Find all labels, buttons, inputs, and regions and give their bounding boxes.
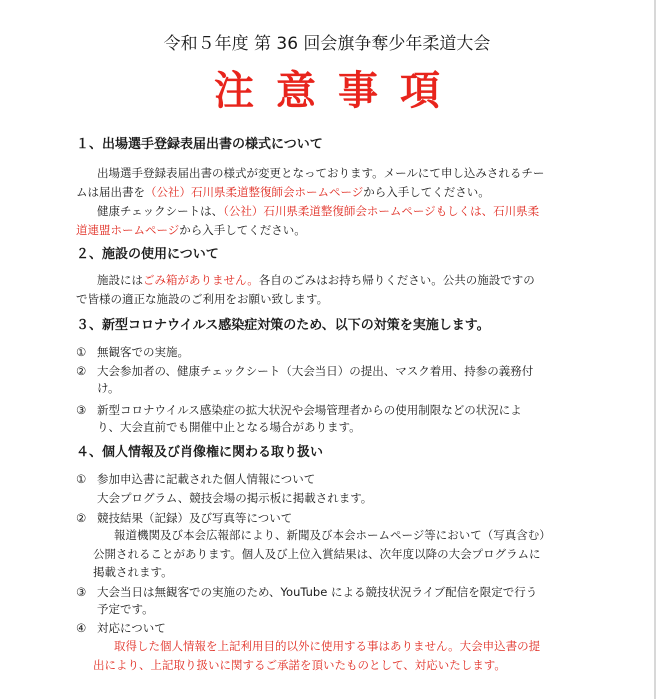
list-item-text: 公開されることがあります。個人及び上位入賞結果は、次年度以降の大会プログラムに bbox=[93, 547, 541, 561]
list-item-text: 大会参加者の、健康チェックシート（大会当日）の提出、マスク着用、持参の義務付 bbox=[97, 364, 534, 378]
page-edge bbox=[654, 0, 656, 699]
section-3-heading: ３、新型コロナウイルス感染症対策のため、以下の対策を実施します。 bbox=[76, 318, 490, 333]
list-item-number: ① bbox=[76, 345, 87, 359]
list-item-text: 大会プログラム、競技会場の掲示板に掲載されます。 bbox=[97, 491, 373, 505]
list-item-text: 大会当日は無観客での実施のため、YouTube による競技状況ライブ配信を限定で行う bbox=[97, 585, 538, 599]
section-1-text: 出場選手登録表届出書の様式が変更となっております。メールにて申し込みされるチー bbox=[97, 166, 545, 180]
list-item-text: 報道機関及び本会広報部により、新聞及び本会ホームページ等において（写真含む） bbox=[114, 528, 551, 542]
list-item-number: ② bbox=[76, 511, 87, 525]
list-item-text: 出により、上記取り扱いに関するご承諾を頂いたものとして、対応いたします。 bbox=[93, 658, 506, 672]
section-1-heading: １、出場選手登録表届出書の様式について bbox=[76, 137, 323, 152]
section-1-text: 健康チェックシートは、（公社）石川県柔道整復師会ホームページもしくは、石川県柔 bbox=[97, 204, 540, 218]
section-2-text: で皆様の適正な施設のご利用をお願い致します。 bbox=[76, 292, 329, 306]
no-trash-bins-notice: ごみ箱がありません。 bbox=[143, 273, 259, 287]
list-item-text: り、大会直前でも開催中止となる場合があります。 bbox=[97, 420, 361, 434]
list-item-number: ③ bbox=[76, 403, 87, 417]
list-item-text: 新型コロナウイルス感染症の拡大状況や会場管理者からの使用制限などの状況によ bbox=[97, 403, 522, 417]
judo-federation-homepage-link[interactable]: 道連盟ホームページ bbox=[76, 223, 180, 237]
section-1-text: 道連盟ホームページから入手してください。 bbox=[76, 223, 306, 237]
list-item-number: ① bbox=[76, 472, 87, 486]
list-item-text: 予定です。 bbox=[97, 602, 154, 616]
list-item-number: ② bbox=[76, 364, 87, 378]
section-4-heading: ４、個人情報及び肖像権に関わる取り扱い bbox=[76, 445, 324, 460]
list-item-number: ③ bbox=[76, 585, 87, 599]
list-item-text: 取得した個人情報を上記利用目的以外に使用する事はありません。大会申込書の提 bbox=[114, 639, 541, 653]
list-item-text: け。 bbox=[97, 381, 120, 395]
list-item-text: 掲載されます。 bbox=[93, 565, 173, 579]
list-item-text: 競技結果（記録）及び写真等について bbox=[97, 511, 293, 525]
association-homepage-link[interactable]: （公社）石川県柔道整復師会ホームページ bbox=[145, 185, 364, 199]
notice-heading: 注意事項 bbox=[214, 68, 462, 114]
section-2-heading: ２、施設の使用について bbox=[76, 247, 219, 262]
association-homepage-link[interactable]: （公社）石川県柔道整復師会ホームページもしくは、石川県柔 bbox=[223, 204, 540, 218]
list-item-text: 参加申込書に記載された個人情報について bbox=[97, 472, 316, 486]
list-item-text: 対応について bbox=[97, 621, 166, 635]
list-item-text: 無観客での実施。 bbox=[97, 345, 189, 359]
document-title: 令和５年度 第 36 回会旗争奪少年柔道大会 bbox=[163, 34, 491, 54]
section-2-text: 施設にはごみ箱がありません。各自のごみはお持ち帰りください。公共の施設ですの bbox=[97, 273, 535, 287]
list-item-number: ④ bbox=[76, 621, 87, 635]
section-1-text: ムは届出書を（公社）石川県柔道整復師会ホームページから入手してください。 bbox=[76, 185, 490, 199]
